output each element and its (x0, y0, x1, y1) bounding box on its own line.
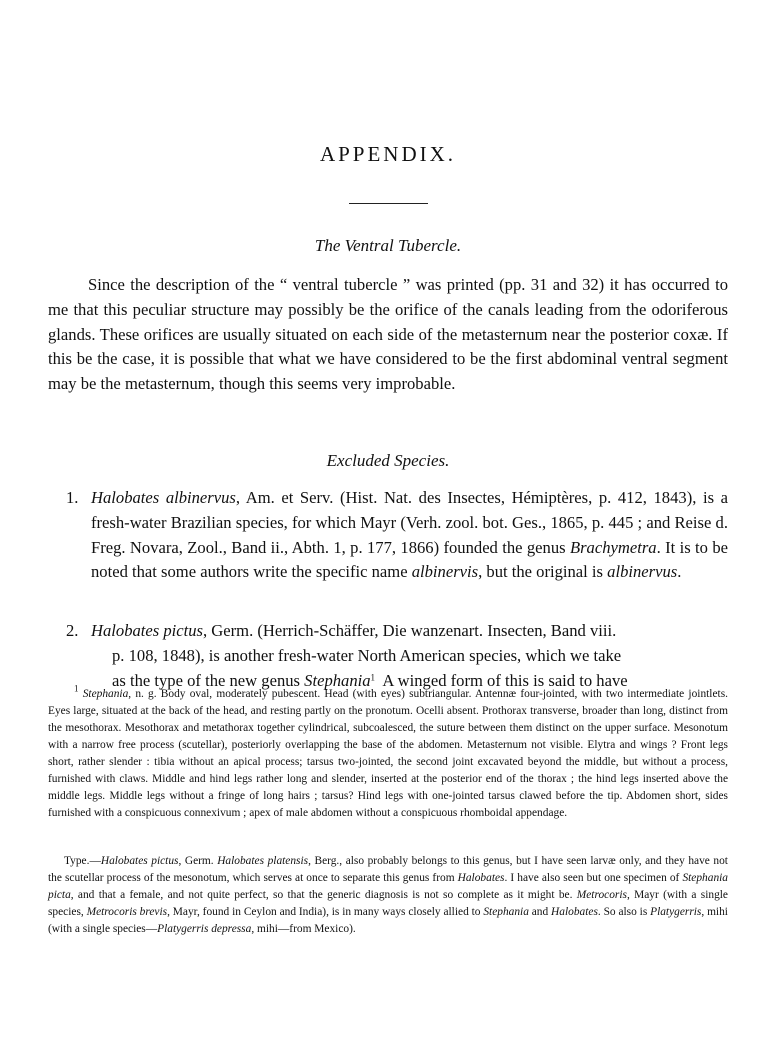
section-heading-ventral-tubercle: The Ventral Tubercle. (314, 236, 462, 255)
item-body-line-3: as the type of the new genus Stephania$^1$ A winged form of this is said to have (112, 670, 628, 690)
footnote-type-note: Type.—Halobates pictus, Germ. Halobates platensis, Berg., also probably belongs to this genus, but I have seen larvæ only, and they have not the scutellar process of the mesonotum, which serves at once to separate this genus from Halobates. I have also seen but one specimen of Stephania picta, and that a female, and not quite perfect, so that the generic diagnosis is not so complete as it might be. Metrocoris, Mayr (with a single species, Metrocoris brevis, Mayr, found in Ceylon and India), is in many ways closely allied to Stephania and Halobates. So also is Platygerris, mihi (with a single species—Platygerris depressa, mihi—from Mexico). (48, 855, 728, 936)
item-number: 2. (66, 621, 79, 640)
item-body-line-2: p. 108, 1848), is another fresh-water North American species, which we take (112, 645, 622, 665)
species-name: Halobates pictus (91, 621, 203, 640)
footnote-marker: 1 (74, 683, 79, 694)
species-name: Halobates albinervus (91, 488, 236, 507)
ventral-tubercle-paragraph: Since the description of the “ ventral tubercle ” was printed (pp. 31 and 32) it has occurred to me that this peculiar structure may possibly be the orifice of the canals leading from the odoriferous glands. These orifices are usually situated on each side of the metasternum near the posterior coxæ. If this be the case, it is possible that what we have considered to be the first abdominal ventral segment may be the metasternum, though this seems very improbable. (48, 275, 728, 394)
footnote-genus-description: $^1$ Stephania, n. g. Body oval, moderately pubescent. Head (with eyes) subtriangular. Antennæ four-jointed, with two intermediate jointlets. Eyes large, situated at the back of the head, and resting partly on the pronotum. Ocelli absent. Prothorax transverse, broader than long, distinct from the mesothorax. Mesothorax and metathorax together cylindrical, subcoalesced, the suture between them distinct on the upper surface. Mesonotum with a narrow free process (scutellar), posteriorly overlapping the base of the abdomen. Metasternum not visible. Elytra and wings ? Front legs short, rather slender : tibia without an apical process; tarsus two-jointed, the second joint excavated beyond the middle, but without a process, furnished with claws. Middle and hind legs rather long and slender, inserted at the posterior end of the thorax ; the hind legs inserted above the middle legs. Middle legs without a fringe of long hairs ; tarsus? Hind legs with one-jointed tarsus clawed before the tip. Abdomen short, sides furnished with a conspicuous connexivum ; apex of male abdomen without a conspicuous rhomboidal appendage. (48, 683, 728, 820)
title-divider (349, 203, 428, 204)
excluded-species-item-1 (66, 486, 728, 585)
excluded-species-item-2 (66, 619, 728, 693)
item-number: 1. (66, 488, 79, 507)
page-title: APPENDIX. (319, 142, 457, 166)
item-body-line-1: Halobates pictus, Germ. (Herrich-Schäffer, Die wanzenart. Insecten, Band viii. (91, 621, 617, 640)
section-heading-excluded-species: Excluded Species. (326, 451, 450, 470)
item-body: Halobates albinervus, Am. et Serv. (Hist. Nat. des Insectes, Hémiptères, p. 412, 1843), is a fresh-water Brazilian species, for which Mayr (Verh. zool. bot. Ges., 1865, p. 445 ; and Reise d. Freg. Novara, Zool., Band ii., Abth. 1, p. 177, 1866) founded the genus Brachymetra. It is to be noted that some authors write the specific name albinervis, but the original is albinervus. (91, 488, 728, 582)
footnote-reference[interactable]: 1 (370, 672, 376, 683)
